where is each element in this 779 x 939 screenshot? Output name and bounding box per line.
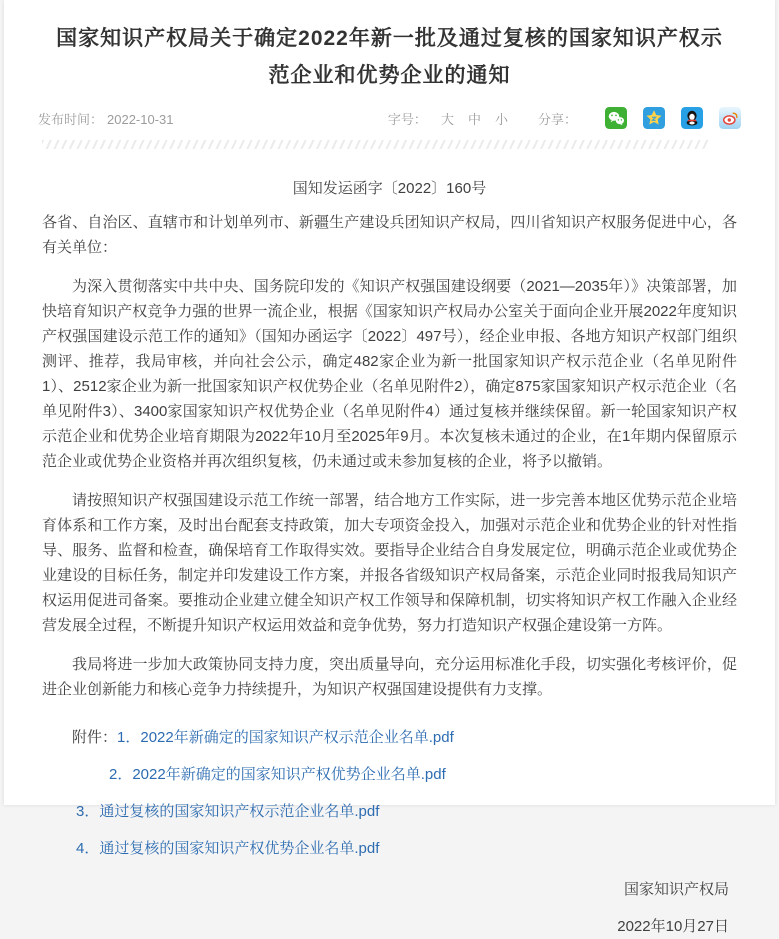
attachment-row (42, 800, 737, 824)
meta-bar (38, 106, 741, 130)
publish-time (38, 109, 178, 128)
issuing-authority: 国家知识产权局 (623, 881, 729, 898)
attachments-label: 附件： (72, 729, 118, 746)
meta-tools (388, 107, 741, 129)
notice-page (4, 0, 775, 935)
document-number: 国知发运函字〔2022〕160号 (292, 180, 487, 197)
paragraph-1: 为深入贯彻落实中共中央、国务院印发的《知识产权强国建设纲要（2021—2035年）》决策部署，加快培育知识产权竞争力强的世界一流企业，根据《国家知识产权局办公室关于面向企业开展2022年度知识产权强国建设示范工作的通知》（国知办函运字〔2022〕497号），经企业申报、各地方知识产权部门组织测评、推荐，我局审核，并向社会公示，确定482家企业为新一批国家知识产权示范企业（名单见附件1）、2512家企业为新一批国家知识产权优势企业（名单见附件2），确定875家国家知识产权示范企业（名单见附件3）、3400家国家知识产权优势企业（名单见附件4）通过复核并继续保留。新一轮国家知识产权示范企业和优势企业培育期限为2022年10月至2025年9月。本次复核未通过的企业，在1年期内保留原示范企业或优势企业资格并再次组织复核，仍未通过或未参加复核的企业，将予以撤销。 (42, 278, 737, 470)
attachment-row (42, 726, 737, 750)
font-size-large-button[interactable]: 大 (440, 111, 454, 127)
attachment-link-4[interactable]: 4．通过复核的国家知识产权优势企业名单.pdf (76, 840, 380, 857)
paragraph-3: 我局将进一步加大政策协同支持力度，突出质量导向，充分运用标准化手段，切实强化考核评价，促进企业创新能力和核心竞争力持续提升，为知识产权强国建设提供有力支撑。 (42, 656, 737, 698)
attachment-row (42, 763, 737, 787)
page-title: 国家知识产权局关于确定2022年新一批及通过复核的国家知识产权示范企业和优势企业的通知 (56, 27, 723, 87)
weibo-share-icon[interactable] (719, 107, 741, 129)
attachment-row (42, 837, 737, 861)
publish-time-label: 发布时间： (38, 111, 104, 127)
font-size-small-button[interactable]: 小 (494, 111, 508, 127)
font-size-medium-button[interactable]: 中 (467, 111, 481, 127)
attachment-link-1[interactable]: 1．2022年新确定的国家知识产权示范企业名单.pdf (117, 729, 454, 746)
hatched-divider (42, 140, 710, 149)
share-label: 分享： (537, 111, 577, 127)
salutation: 各省、自治区、直辖市和计划单列市、新疆生产建设兵团知识产权局，四川省知识产权服务促进中心，各有关单位： (42, 214, 737, 256)
attachments-list (42, 726, 737, 861)
publish-time-value: 2022-10-31 (107, 111, 174, 127)
paragraph-2: 请按照知识产权强国建设示范工作统一部署，结合地方工作实际，进一步完善本地区优势示范企业培育体系和工作方案，及时出台配套支持政策，加大专项资金投入，加强对示范企业和优势企业的针对性指导、服务、监督和检查，确保培育工作取得实效。要指导企业结合自身发展定位，明确示范企业或优势企业建设的目标任务，制定并印发建设工作方案，并报各省级知识产权局备案，示范企业同时报我局知识产权运用促进司备案。要推动企业建立健全知识产权工作领导和保障机制，切实将知识产权工作融入企业经营发展全过程，不断提升知识产权运用效益和竞争优势，努力打造知识产权强企建设第一方阵。 (42, 492, 737, 634)
font-size-label: 字号： (387, 111, 427, 127)
wechat-share-icon[interactable] (605, 107, 627, 129)
qq-share-icon[interactable] (681, 107, 703, 129)
issue-date: 2022年10月27日 (617, 918, 729, 935)
qzone-share-icon[interactable] (643, 107, 665, 129)
notice-body (4, 176, 775, 939)
attachment-link-3[interactable]: 3．通过复核的国家知识产权示范企业名单.pdf (76, 803, 380, 820)
attachment-link-2[interactable]: 2．2022年新确定的国家知识产权优势企业名单.pdf (109, 766, 446, 783)
